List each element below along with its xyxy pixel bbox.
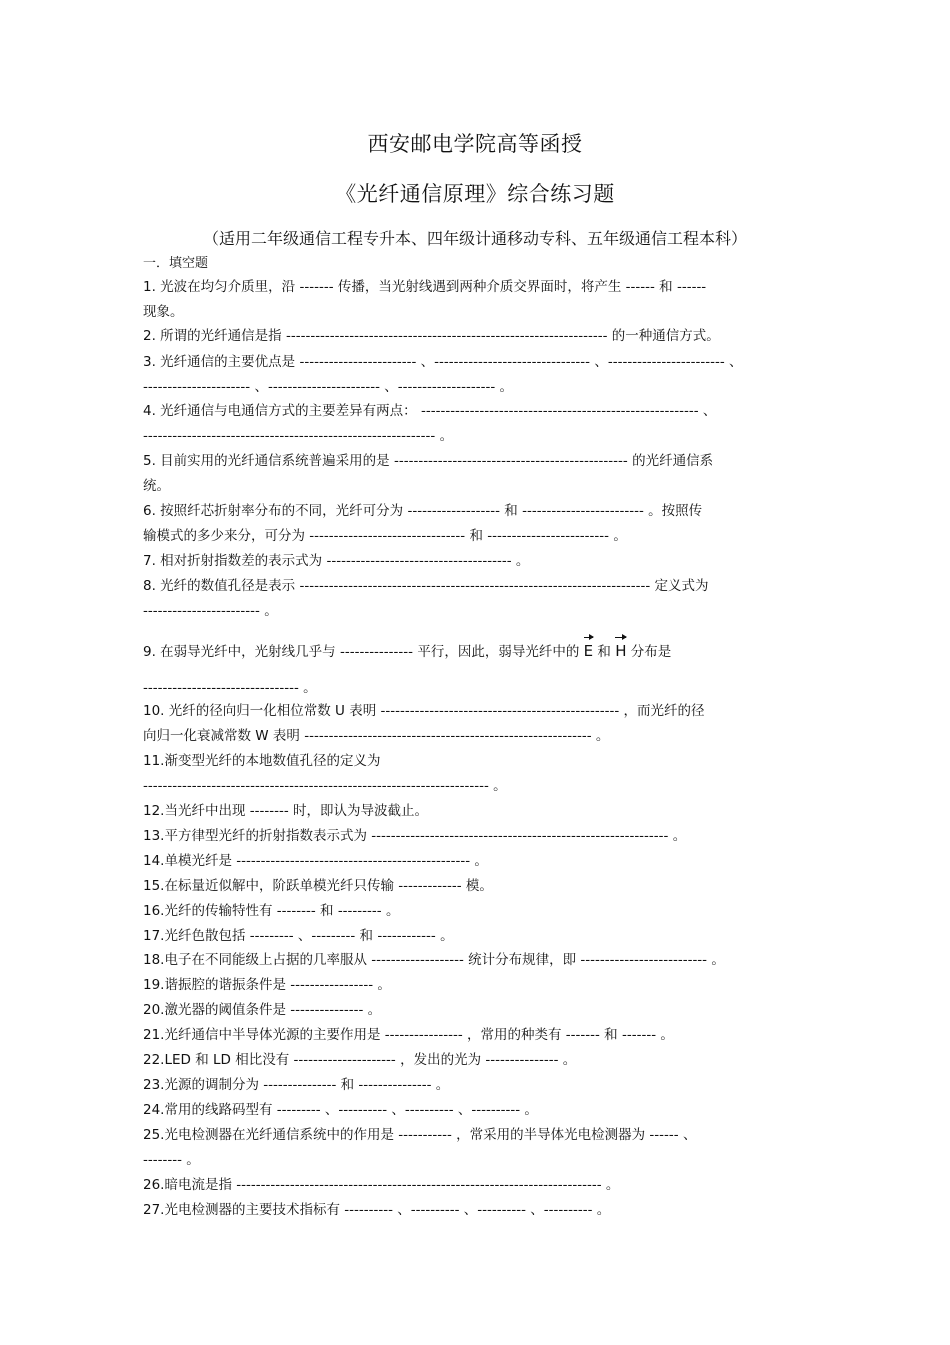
question-8: 8. 光纤的数值孔径是表示 ------------------------------------------------------------------------ 定义式为 ------------------------ 。 (143, 578, 709, 619)
question-22: 22.LED 和 LD 相比没有 --------------------- ，发出的光为 --------------- 。 (143, 1052, 577, 1068)
question-27: 27.光电检测器的主要技术指标有 ---------- 、---------- 、---------- 、---------- 。 (143, 1202, 611, 1218)
question-7: 7. 相对折射指数差的表示式为 -------------------------------------- 。 (143, 553, 530, 569)
question-1: 1. 光波在均匀介质里，沿 ------- 传播，当光射线遇到两种介质交界面时，将产生 ------ 和 ------ 现象。 (143, 279, 707, 320)
question-24: 24.常用的线路码型有 --------- 、---------- 、---------- 、---------- 。 (143, 1102, 538, 1118)
question-2: 2. 所谓的光纤通信是指 ------------------------------------------------------------------ 的一种通信方式。 (143, 328, 720, 344)
question-18: 18.电子在不同能级上占据的几率服从 ------------------- 统计分布规律，即 -------------------------- 。 (143, 952, 725, 968)
magnetic-field-vector: H (615, 639, 626, 664)
question-19: 19.谐振腔的谐振条件是 ----------------- 。 (143, 977, 391, 993)
question-6: 6. 按照纤芯折射率分布的不同，光纤可分为 ------------------- 和 ------------------------- 。按照传 输模式的多少来分，可分为 -------------------------------- 和 ------------------------- 。 (143, 503, 703, 544)
question-26: 26.暗电流是指 --------------------------------------------------------------------------- 。 (143, 1177, 620, 1193)
question-16: 16.光纤的传输特性有 -------- 和 --------- 。 (143, 903, 400, 919)
course-title: 《光纤通信原理》综合练习题 (335, 182, 615, 206)
question-13: 13.平方律型光纤的折射指数表示式为 ------------------------------------------------------------- 。 (143, 828, 687, 844)
question-10: 10. 光纤的径向归一化相位常数 U 表明 ------------------------------------------------- ，而光纤的径 向归一化衰减常数 W 表明 ----------------------------------------------------------- 。 (143, 703, 705, 744)
question-12: 12.当光纤中出现 -------- 时，即认为导波截止。 (143, 803, 429, 819)
electric-field-vector: E (584, 639, 593, 664)
question-15: 15.在标量近似解中，阶跃单模光纤只传输 ------------- 模。 (143, 878, 493, 894)
question-14: 14.单模光纤是 ------------------------------------------------ 。 (143, 853, 488, 869)
question-23: 23.光源的调制分为 --------------- 和 --------------- 。 (143, 1077, 450, 1093)
question-4: 4. 光纤通信与电通信方式的主要差异有两点： --------------------------------------------------------- 、 ------------------------------------------------------------ 。 (143, 403, 717, 444)
document-title: 西安邮电学院高等函授 (367, 132, 583, 156)
question-20: 20.激光器的阈值条件是 --------------- 。 (143, 1002, 382, 1018)
question-17: 17.光纤色散包括 --------- 、--------- 和 ------------ 。 (143, 928, 454, 944)
question-11: 11.渐变型光纤的本地数值孔径的定义为 ----------------------------------------------------------------------- 。 (143, 753, 507, 794)
question-25: 25.光电检测器在光纤通信系统中的作用是 ----------- ，常采用的半导体光电检测器为 ------ 、 -------- 。 (143, 1127, 697, 1168)
section-heading: 一．填空题 (143, 256, 209, 271)
applicability-note: （适用二年级通信工程专升本、四年级计通移动专科、五年级通信工程本科） (202, 229, 747, 248)
question-5: 5. 目前实用的光纤通信系统普遍采用的是 ------------------------------------------------ 的光纤通信系 统。 (143, 453, 714, 494)
question-21: 21.光纤通信中半导体光源的主要作用是 ---------------- ，常用的种类有 ------- 和 ------- 。 (143, 1027, 674, 1043)
question-9: 9. 在弱导光纤中，光射线几乎与 --------------- 平行，因此，弱导光纤中的 E 和 H 分布是 -------------------------------- 。 (143, 639, 813, 701)
question-3: 3. 光纤通信的主要优点是 ------------------------ 、-------------------------------- 、------------------------ 、 ---------------------- 、----------------------- 、-------------------- 。 (143, 354, 743, 395)
